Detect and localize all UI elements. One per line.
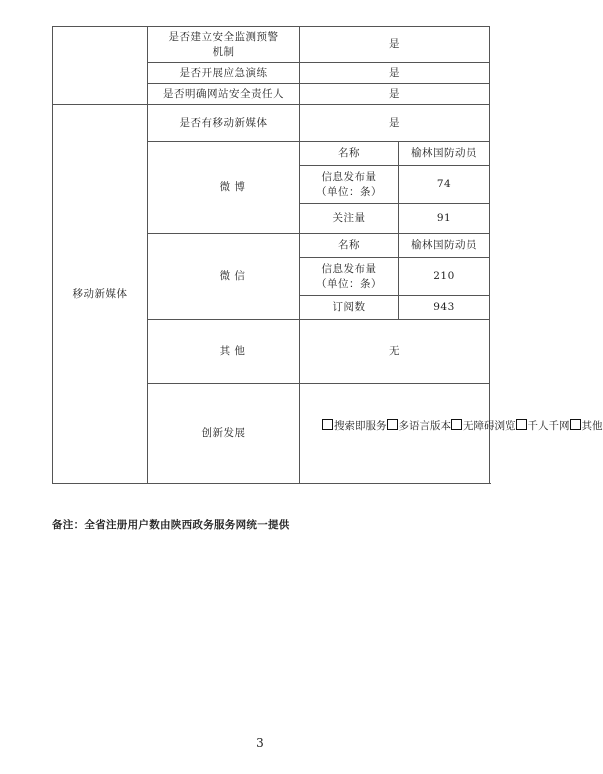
weibo-follow-label: 关注量 (300, 204, 399, 234)
has-mobile-media-label: 是否有移动新媒体 (148, 105, 300, 142)
weibo-name-label: 名称 (300, 142, 399, 166)
innovation-option[interactable] (570, 420, 603, 432)
weixin-label: 微 信 (148, 234, 300, 320)
row-value: 是 (300, 27, 490, 63)
weixin-publish-value: 210 (399, 258, 490, 296)
other-label: 其 他 (148, 320, 300, 384)
checkbox-icon[interactable] (516, 419, 527, 430)
option-label: 其他 (581, 420, 603, 432)
checkbox-icon[interactable] (451, 419, 462, 430)
option-label: 无障碍浏览 (463, 420, 516, 432)
row-value: 是 (300, 63, 490, 84)
table-row (53, 27, 490, 63)
innovation-label: 创新发展 (148, 384, 300, 484)
weibo-publish-value: 74 (399, 166, 490, 204)
checkbox-icon[interactable] (322, 419, 333, 430)
other-value: 无 (300, 320, 490, 384)
weibo-publish-label: 信息发布量 （单位：条） (300, 166, 399, 204)
weibo-label: 微 博 (148, 142, 300, 234)
table-row (53, 105, 490, 142)
row-label: 是否开展应急演练 (148, 63, 300, 84)
weixin-name-label: 名称 (300, 234, 399, 258)
weibo-follow-value: 91 (399, 204, 490, 234)
report-table (52, 26, 603, 484)
blank-section-cell (53, 27, 148, 105)
checkbox-icon[interactable] (387, 419, 398, 430)
footnote: 备注：全省注册用户数由陕西政务服务网统一提供 (52, 519, 290, 531)
row-value: 是 (300, 84, 490, 105)
option-label: 千人千网 (527, 420, 570, 432)
weixin-name-value: 榆林国防动员 (399, 234, 490, 258)
weibo-name-value: 榆林国防动员 (399, 142, 490, 166)
row-label: 是否建立安全监测预警 机制 (148, 27, 300, 63)
row-label: 是否明确网站安全责任人 (148, 84, 300, 105)
weixin-subscribe-label: 订阅数 (300, 296, 399, 320)
checkbox-icon[interactable] (570, 419, 581, 430)
innovation-option[interactable] (387, 420, 452, 432)
weixin-publish-label: 信息发布量 （单位：条） (300, 258, 399, 296)
innovation-option[interactable] (322, 420, 387, 432)
mobile-media-section-label: 移动新媒体 (53, 105, 148, 484)
innovation-option[interactable] (451, 420, 516, 432)
page-number: 3 (256, 736, 264, 750)
innovation-options (300, 384, 603, 484)
innovation-option[interactable] (516, 420, 570, 432)
has-mobile-media-value: 是 (300, 105, 490, 142)
option-label: 搜索即服务 (334, 420, 387, 432)
weixin-subscribe-value: 943 (399, 296, 490, 320)
option-label: 多语言版本 (398, 420, 451, 432)
